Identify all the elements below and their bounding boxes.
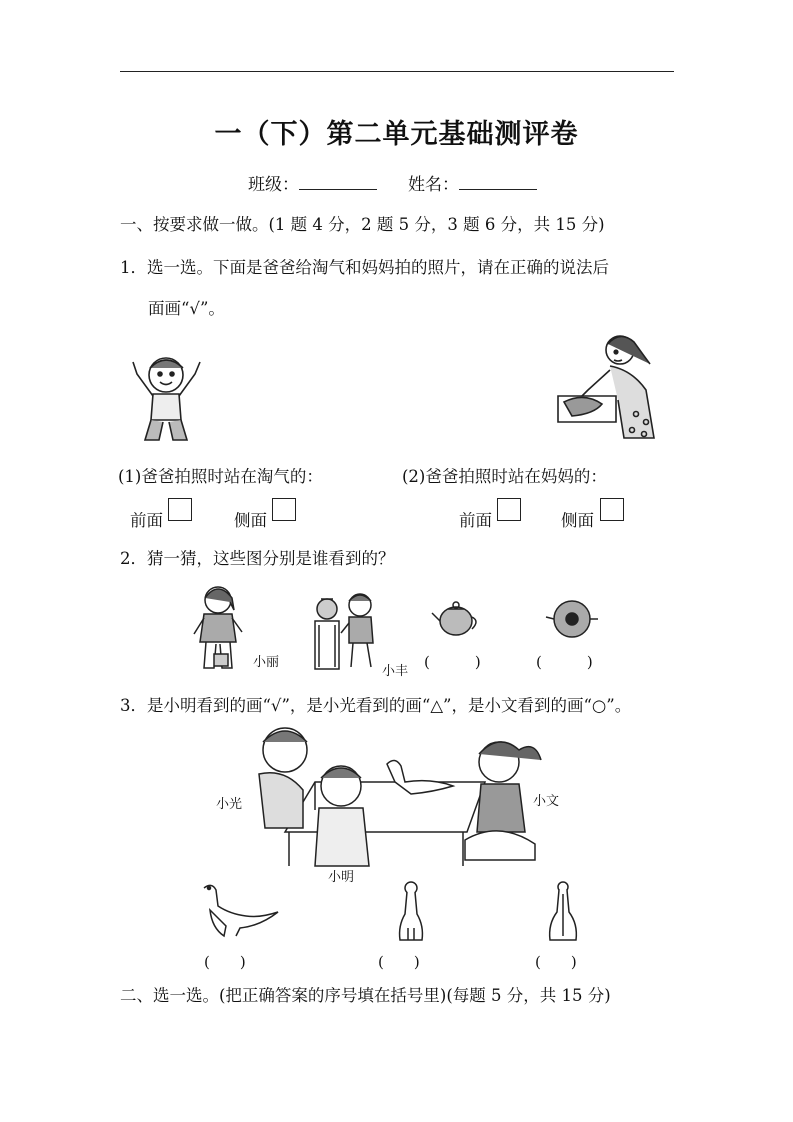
- q2-answer-teapot-side[interactable]: ( ): [424, 653, 481, 671]
- q1-part1-front-label: 前面: [130, 511, 163, 530]
- page-title: 一（下）第二单元基础测评卷: [214, 119, 579, 150]
- q2-answer-teapot-top[interactable]: ( ): [536, 653, 593, 671]
- xiaofeng-label: 小丰: [382, 664, 409, 679]
- q1-text-line1: 1．选一选。下面是爸爸给淘气和妈妈拍的照片，请在正确的说法后: [120, 258, 609, 277]
- q3-answer-side[interactable]: ( ): [204, 953, 246, 971]
- mama-illustration: [558, 330, 666, 442]
- q1-part2-front-label: 前面: [459, 511, 492, 530]
- section2-heading: 二、选一选。(把正确答案的序号填在括号里)(每题 5 分，共 15 分): [120, 986, 611, 1005]
- q2-text: 2．猜一猜，这些图分别是谁看到的？: [120, 549, 395, 568]
- q1-text-line2: 面画“√”。: [148, 299, 225, 318]
- xiaoguang-label: 小光: [216, 797, 243, 812]
- q1-part1-side-box[interactable]: [272, 498, 296, 521]
- q1-part1-text: (1)爸爸拍照时站在淘气的：: [118, 467, 323, 486]
- class-blank[interactable]: [299, 171, 377, 190]
- class-field: [248, 170, 377, 195]
- xiaoming-label: 小明: [328, 870, 355, 885]
- q1-part1-front-box[interactable]: [168, 498, 192, 521]
- name-label: 姓名：: [408, 175, 459, 195]
- q1-part1-side-label: 侧面: [234, 511, 267, 530]
- taoqi-illustration: [125, 350, 210, 446]
- q3-text: 3．是小明看到的画“√”，是小光看到的画“△”，是小文看到的画“○”。: [120, 696, 632, 715]
- name-blank[interactable]: [459, 171, 537, 190]
- q3-answer-back[interactable]: ( ): [535, 953, 577, 971]
- xiaoli-illustration: [190, 580, 250, 674]
- xiaoli-label: 小丽: [253, 655, 280, 670]
- q1-part2-side-label: 侧面: [561, 511, 594, 530]
- section1-heading: 一、按要求做一做。(1 题 4 分，2 题 5 分，3 题 6 分，共 15 分): [120, 215, 605, 234]
- q1-part2-side-box[interactable]: [600, 498, 624, 521]
- teapot-top-view: [543, 596, 601, 642]
- name-field: [408, 170, 537, 195]
- dinosaur-front-view: [396, 880, 426, 944]
- teapot-side-view: [430, 597, 482, 641]
- class-label: 班级：: [248, 175, 299, 195]
- top-rule: [120, 71, 674, 72]
- children-table-illustration: [245, 720, 555, 870]
- xiaowen-label: 小文: [533, 794, 560, 809]
- q1-part2-front-box[interactable]: [497, 498, 521, 521]
- q3-answer-front[interactable]: ( ): [378, 953, 420, 971]
- dinosaur-side-view: [196, 880, 280, 938]
- q1-part2-text: (2)爸爸拍照时站在妈妈的：: [402, 467, 607, 486]
- teapot-table-xiaofeng-illustration: [305, 583, 383, 671]
- dinosaur-back-view: [546, 880, 580, 944]
